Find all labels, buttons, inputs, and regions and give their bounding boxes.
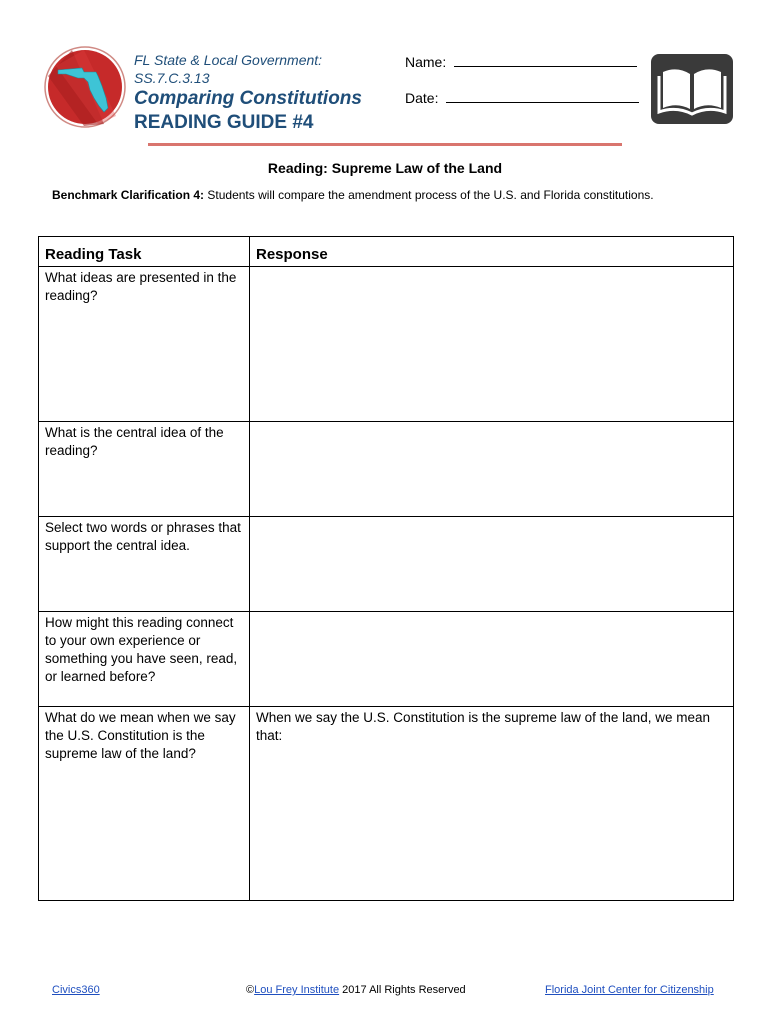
benchmark-clarification <box>52 187 692 204</box>
header-divider <box>148 143 622 146</box>
benchmark-text: Students will compare the amendment process of the U.S. and Florida constitutions. <box>204 188 654 202</box>
table-row <box>39 707 734 901</box>
table-row <box>39 267 734 422</box>
footer-copyright <box>246 984 466 996</box>
column-header-response: Response <box>250 237 734 267</box>
lou-frey-institute-link[interactable]: Lou Frey Institute <box>254 984 340 996</box>
table-row <box>39 517 734 612</box>
open-book-icon <box>651 54 733 124</box>
table-row <box>39 422 734 517</box>
response-cell[interactable]: When we say the U.S. Constitution is the supreme law of the land, we mean that: <box>250 707 734 901</box>
response-cell[interactable] <box>250 267 734 422</box>
benchmark-label: Benchmark Clarification 4: <box>52 188 205 202</box>
name-field[interactable] <box>454 52 637 67</box>
task-cell: What do we mean when we say the U.S. Constitution is the supreme law of the land? <box>39 707 250 901</box>
task-cell: What is the central idea of the reading? <box>39 422 250 517</box>
date-label: Date: <box>405 90 439 106</box>
footer-right <box>545 984 714 996</box>
response-cell[interactable] <box>250 422 734 517</box>
fjcc-link[interactable]: Florida Joint Center for Citizenship <box>545 984 714 996</box>
response-cell[interactable] <box>250 517 734 612</box>
task-cell: What ideas are presented in the reading? <box>39 267 250 422</box>
rights-text: 2017 All Rights Reserved <box>339 984 466 996</box>
page-title: Comparing Constitutions <box>134 88 362 109</box>
task-cell: How might this reading connect to your own experience or something you have seen, read, or learned before? <box>39 612 250 707</box>
benchmark-code: SS.7.C.3.13 <box>134 70 210 86</box>
footer-left <box>52 984 100 996</box>
reading-guide-number: READING GUIDE #4 <box>134 112 314 133</box>
course-subtitle: FL State & Local Government: <box>134 52 323 68</box>
date-field[interactable] <box>446 88 639 103</box>
task-cell: Select two words or phrases that support the central idea. <box>39 517 250 612</box>
florida-logo-icon <box>44 46 126 128</box>
column-header-task: Reading Task <box>39 237 250 267</box>
civics360-link[interactable]: Civics360 <box>52 984 100 996</box>
reading-task-table <box>38 236 734 901</box>
name-label: Name: <box>405 54 447 70</box>
table-row <box>39 612 734 707</box>
copyright-symbol: © <box>246 984 255 996</box>
response-cell[interactable] <box>250 612 734 707</box>
reading-title: Reading: Supreme Law of the Land <box>267 160 503 176</box>
table-header-row <box>39 237 734 267</box>
date-field-row <box>405 88 639 106</box>
name-field-row <box>405 52 637 70</box>
